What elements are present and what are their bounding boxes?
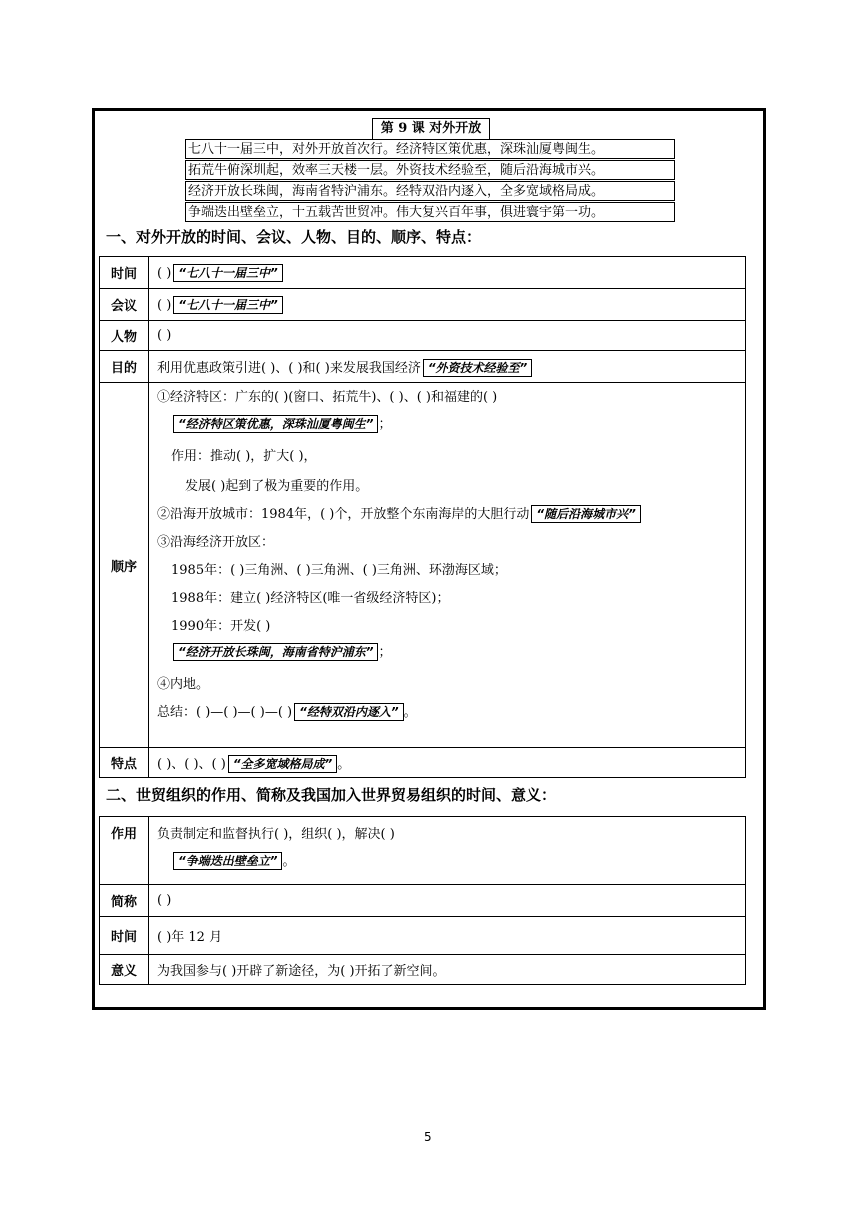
row-label: 作用 (100, 817, 149, 885)
order-item-1: ①经济特区：广东的( )(窗口、拓荒牛)、( )、( )和福建的( ) (157, 390, 498, 405)
meaning-text: 为我国参与( )开辟了新途径，为( )开拓了新空间。 (157, 964, 446, 979)
table-row (100, 321, 746, 351)
table-row (100, 955, 746, 985)
order-1990: 1990年：开发( ) (171, 619, 271, 634)
table-row (100, 885, 746, 917)
mnemonic-quote: “全多宽域格局成” (228, 755, 337, 773)
order-item-4: ④内地。 (157, 677, 210, 692)
punct: ； (378, 645, 392, 660)
page-number: 5 (424, 1130, 432, 1144)
order-effect-2: 发展( )起到了极为重要的作用。 (185, 479, 369, 494)
poem-line-1: 七八十一届三中，对外开放首次行。经济特区策优惠，深珠汕厦粤闽生。 (185, 139, 675, 159)
punct: 。 (403, 705, 417, 720)
row-label: 意义 (100, 955, 149, 985)
mnemonic-quote: “七八十一届三中” (173, 296, 282, 314)
goal-text: 利用优惠政策引进( )、( )和( )来发展我国经济 (157, 360, 421, 376)
order-1988: 1988年：建立( )经济特区(唯一省级经济特区)； (171, 591, 450, 606)
punct: 。 (282, 854, 296, 869)
row-label: 会议 (100, 289, 149, 321)
meeting-blank: ( ) (157, 297, 172, 313)
table-row (100, 748, 746, 778)
table-opening (99, 256, 746, 778)
mnemonic-quote: “七八十一届三中” (173, 264, 282, 282)
order-1985: 1985年：( )三角洲、( )三角洲、( )三角洲、环渤海区域； (171, 563, 507, 578)
lesson-title: 第 9 课 对外开放 (372, 118, 490, 140)
abbr-blank: ( ) (157, 893, 172, 908)
time-blank: ( ) (157, 265, 172, 281)
mnemonic-quote: “经特双沿内逐入” (294, 703, 403, 721)
table-wto (99, 816, 746, 985)
section-2-heading: 二、世贸组织的作用、简称及我国加入世界贸易组织的时间、意义： (106, 786, 557, 804)
person-blank: ( ) (157, 328, 172, 343)
row-label: 目的 (100, 351, 149, 383)
feature-blank: ( )、( )、( ) (157, 756, 226, 772)
mnemonic-quote: “经济开放长珠闽，海南省特沪浦东” (173, 643, 378, 661)
row-label: 人物 (100, 321, 149, 351)
table-row (100, 257, 746, 289)
poem-line-2: 拓荒牛俯深圳起，效率三天楼一层。外资技术经验至，随后沿海城市兴。 (185, 160, 675, 180)
mnemonic-quote: “争端迭出壁垒立” (173, 852, 282, 870)
row-label: 时间 (100, 917, 149, 955)
row-label: 简称 (100, 885, 149, 917)
order-effect-1: 作用：推动( )，扩大( )， (171, 449, 317, 464)
section-1-heading: 一、对外开放的时间、会议、人物、目的、顺序、特点： (106, 228, 482, 246)
punct: ； (378, 417, 392, 432)
mnemonic-quote: “外资技术经验至” (423, 359, 532, 377)
poem-line-3: 经济开放长珠闽，海南省特沪浦东。经特双沿内逐入，全多宽域格局成。 (185, 181, 675, 201)
row-label: 特点 (100, 748, 149, 778)
punct: 。 (337, 756, 351, 772)
table-row (100, 817, 746, 885)
order-item-2: ②沿海开放城市：1984年，( )个，开放整个东南海岸的大胆行动 (157, 507, 530, 522)
row-label: 顺序 (100, 383, 149, 748)
table-row (100, 917, 746, 955)
join-time-blank: ( )年 12 月 (157, 930, 223, 945)
order-item-3: ③沿海经济开放区： (157, 535, 275, 550)
order-summary: 总结：( )—( )—( )—( ) (157, 705, 293, 720)
poem-line-4: 争端迭出壁垒立，十五载苦世贸冲。伟大复兴百年事，俱进寰宇第一功。 (185, 202, 675, 222)
table-row (100, 383, 746, 748)
mnemonic-quote: “随后沿海城市兴” (531, 505, 640, 523)
table-row (100, 351, 746, 383)
table-row (100, 289, 746, 321)
row-label: 时间 (100, 257, 149, 289)
mnemonic-quote: “经济特区策优惠，深珠汕厦粤闽生” (173, 415, 378, 433)
role-text: 负责制定和监督执行( )，组织( )，解决( ) (157, 827, 395, 842)
